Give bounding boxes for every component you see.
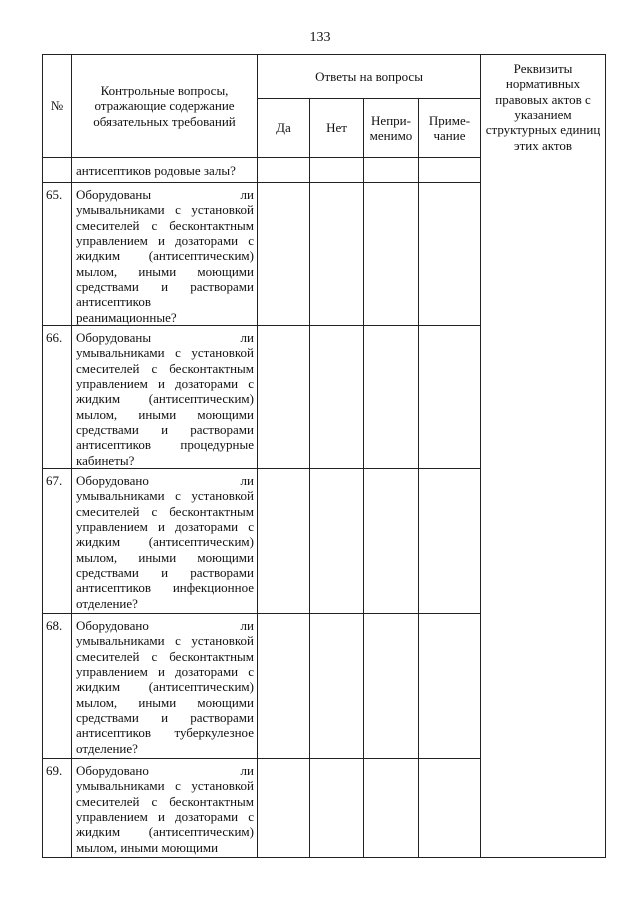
answer-yes-cell[interactable] [258, 183, 310, 326]
header-answers: Ответы на вопросы [258, 55, 481, 99]
row-number: 68. [43, 613, 72, 758]
answer-yes-cell[interactable] [258, 158, 310, 183]
answer-yes-cell[interactable] [258, 325, 310, 468]
header-requisites: Реквизиты нормативных правовых актов с указанием структурных единиц этих актов [481, 55, 606, 858]
page-number: 133 [309, 30, 331, 45]
answer-no-cell[interactable] [310, 758, 364, 857]
question-text: Оборудовано ли умывальниками с установкой смесителей с бесконтактным управлением и дозаторами с жидким (антисептическим) мылом, иными моющими средствами и растворами антисептиков инфекционное отделение? [72, 468, 258, 613]
row-number: 67. [43, 468, 72, 613]
question-text: Оборудовано ли умывальниками с установкой смесителей с бесконтактным управлением и дозаторами с жидким (антисептическим) мылом, иными моющими [72, 758, 258, 857]
header-not-applicable: Непри- менимо [364, 99, 419, 158]
answer-not-applicable-cell[interactable] [364, 158, 419, 183]
question-text: Оборудовано ли умывальниками с установкой смесителей с бесконтактным управлением и дозаторами с жидким (антисептическим) мылом, иными моющими средствами и растворами антисептиков туберкулезное отделение? [72, 613, 258, 758]
answer-no-cell[interactable] [310, 468, 364, 613]
answer-no-cell[interactable] [310, 183, 364, 326]
question-continuation: антисептиков родовые залы? [72, 158, 258, 183]
header-num: № [43, 55, 72, 158]
answer-no-cell[interactable] [310, 158, 364, 183]
row-num-cell [43, 158, 72, 183]
answer-no-cell[interactable] [310, 613, 364, 758]
question-text: Оборудованы ли умывальниками с установкой смесителей с бесконтактным управлением и дозаторами с жидким (антисептическим) мылом, иными моющими средствами и растворами антисептиков процедурные кабинеты? [72, 325, 258, 468]
answer-not-applicable-cell[interactable] [364, 183, 419, 326]
answer-note-cell[interactable] [419, 758, 481, 857]
answer-note-cell[interactable] [419, 325, 481, 468]
answer-not-applicable-cell[interactable] [364, 325, 419, 468]
row-number: 69. [43, 758, 72, 857]
answer-not-applicable-cell[interactable] [364, 468, 419, 613]
answer-yes-cell[interactable] [258, 468, 310, 613]
checklist-table [42, 54, 606, 858]
header-questions: Контрольные вопросы, отражающие содержание обязательных требований [72, 55, 258, 158]
answer-note-cell[interactable] [419, 183, 481, 326]
answer-note-cell[interactable] [419, 613, 481, 758]
header-yes: Да [258, 99, 310, 158]
answer-not-applicable-cell[interactable] [364, 613, 419, 758]
row-number: 65. [43, 183, 72, 326]
answer-note-cell[interactable] [419, 468, 481, 613]
answer-note-cell[interactable] [419, 158, 481, 183]
question-text: Оборудованы ли умывальниками с установкой смесителей с бесконтактным управлением и дозаторами с жидким (антисептическим) мылом, иными моющими средствами и растворами антисептиков реанимационные? [72, 183, 258, 326]
answer-yes-cell[interactable] [258, 758, 310, 857]
header-no: Нет [310, 99, 364, 158]
answer-not-applicable-cell[interactable] [364, 758, 419, 857]
answer-no-cell[interactable] [310, 325, 364, 468]
header-note: Приме- чание [419, 99, 481, 158]
row-number: 66. [43, 325, 72, 468]
answer-yes-cell[interactable] [258, 613, 310, 758]
